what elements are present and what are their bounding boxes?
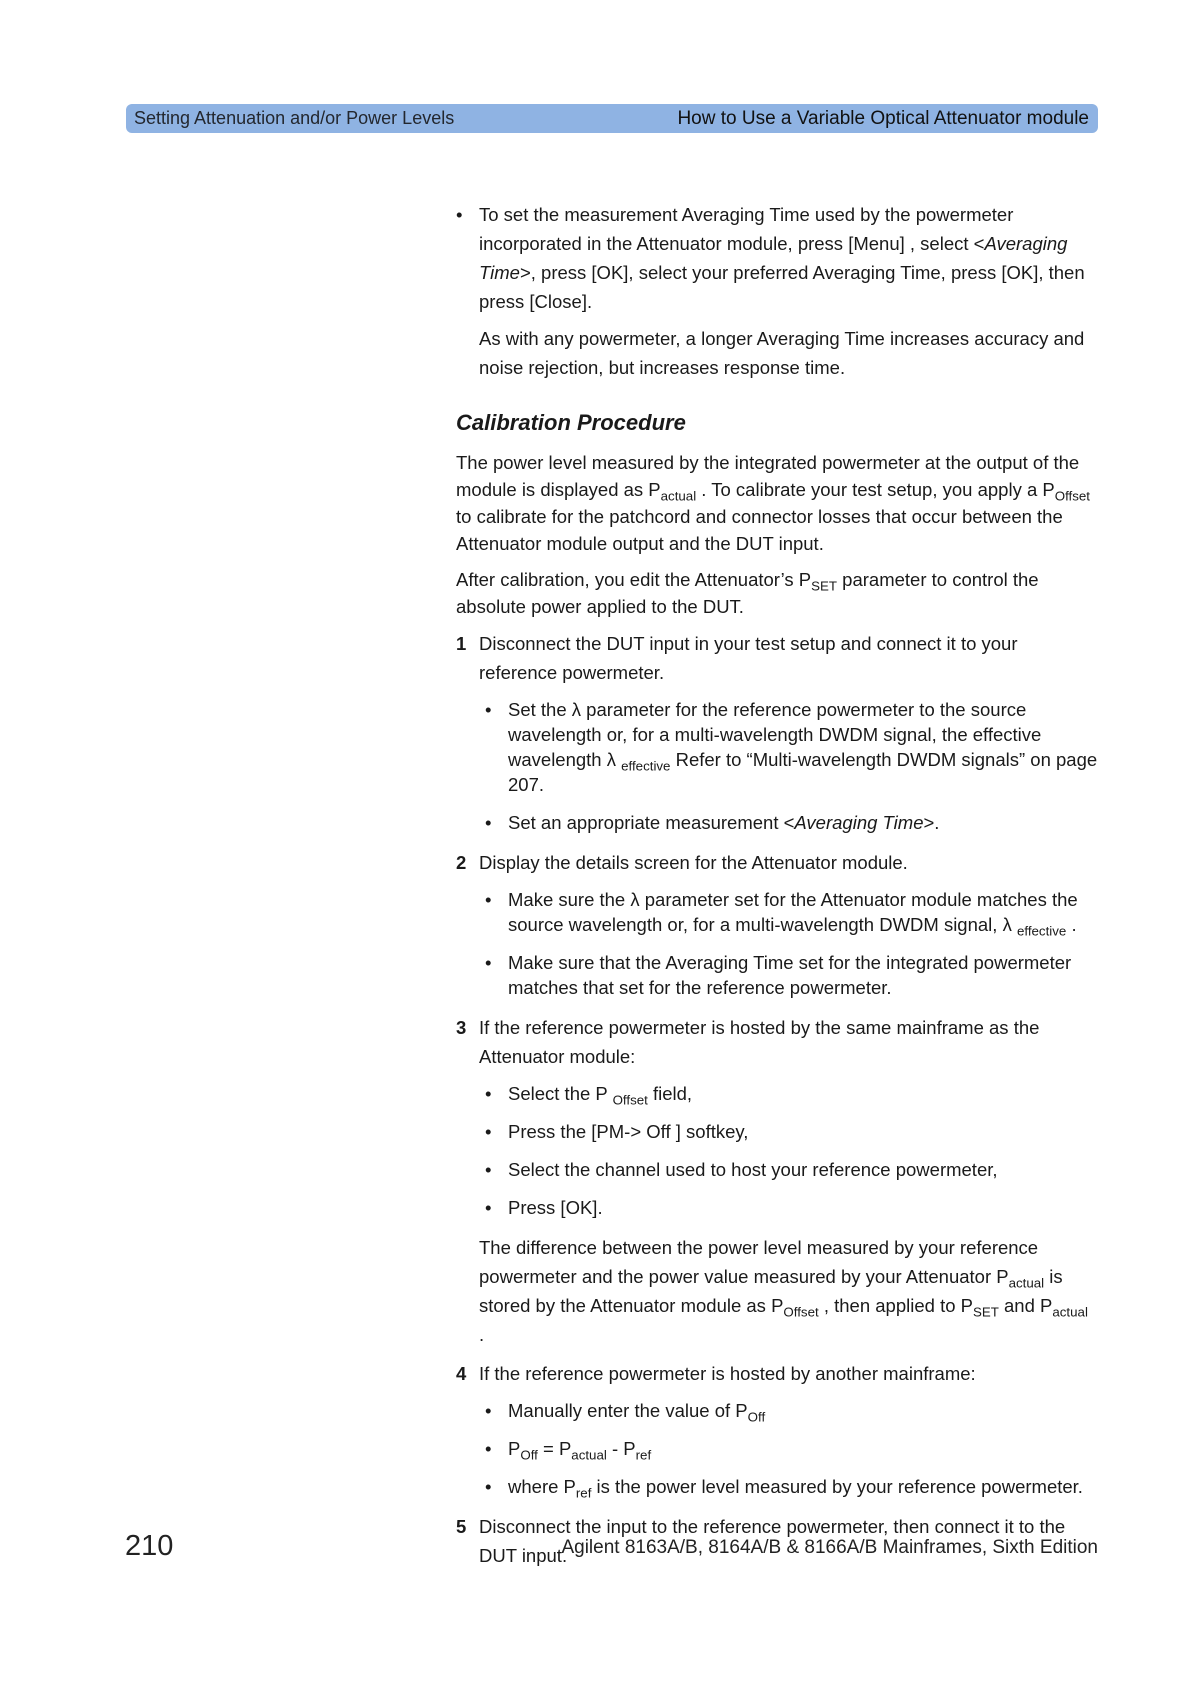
step-number: 1 (456, 633, 467, 654)
step-number: 4 (456, 1363, 467, 1384)
step-number: 3 (456, 1017, 467, 1038)
main-column (456, 200, 1098, 1580)
header-chapter-title: How to Use a Variable Optical Attenuator module (677, 107, 1089, 129)
step-number: 2 (456, 852, 467, 873)
step-1-bullet-1: • Set the λ parameter for the reference powermeter to the source wavelength or, for a multi-wavelength DWDM signal, the effective wavelength λ $_{effective}$ Refer to “Multi-wavelength DWDM signals” on page 207. (485, 699, 1098, 795)
averaging-time-bullet: • To set the measurement Averaging Time used by the powermeter incorporated in the Attenuator module, press [Menu] , select <Averaging Time>, press [OK], select your preferred Averaging Time, press [OK], then press [Close]. (456, 200, 1098, 316)
intro-paragraph: The power level measured by the integrated powermeter at the output of the module is displayed as $P_{actual}$ . To calibrate your test setup, you apply a $P_{Offset}$ to calibrate for the patchcord and connector losses that occur between the Attenuator module output and the DUT input. (456, 452, 1091, 554)
step-3: 3 If the reference powermeter is hosted by the same mainframe as the Attenuator module: (456, 1013, 1098, 1071)
step-1-bullet-2: • Set an appropriate measurement <Averaging Time>. (485, 812, 940, 833)
averaging-time-note: As with any powermeter, a longer Averaging Time increases accuracy and noise rejection, but increases response time. (479, 328, 1085, 378)
step-3-bullet-1: • Select the P $_{Offset}$ field, (485, 1083, 693, 1108)
step-2: 2 Display the details screen for the Attenuator module. (456, 848, 1098, 877)
step-4: 4 If the reference powermeter is hosted by another mainframe: (456, 1359, 1098, 1388)
bullet-marker: • (456, 204, 463, 225)
step-3-bullet-4: • Press [OK]. (485, 1197, 603, 1218)
header-section-title: Setting Attenuation and/or Power Levels (134, 108, 455, 128)
step-3-bullet-2: • Press the [PM-> Off ] softkey, (485, 1121, 749, 1142)
footer-title: Agilent 8163A/B, 8164A/B & 8166A/B Mainframes, Sixth Edition (561, 1537, 1098, 1558)
step-4-bullet-2: • $P_{Off} = P_{actual} - P_{ref}$ (485, 1438, 652, 1463)
section-heading: Calibration Procedure (456, 410, 686, 435)
step-3-result: The difference between the power level measured by your reference powermeter and the power value measured by your Attenuator $P_{actual}$ is stored by the Attenuator module as $P_{Offset}$ , then applied to $P_{SET}$ and $P_{actual}$ . (479, 1237, 1088, 1345)
step-3-bullet-3: • Select the channel used to host your reference powermeter, (485, 1159, 998, 1180)
step-number: 5 (456, 1516, 467, 1537)
step-2-bullet-1: • Make sure the λ parameter set for the Attenuator module matches the source wavelength or, for a multi-wavelength DWDM signal, λ $_{effective}$ . (485, 889, 1078, 939)
step-4-bullet-3: • where $P_{ref}$ is the power level measured by your reference powermeter. (485, 1476, 1083, 1501)
step-1: 1 Disconnect the DUT input in your test setup and connect it to your reference powermeter. (456, 629, 1098, 687)
after-calibration-paragraph: After calibration, you edit the Attenuator’s $P_{SET}$ parameter to control the absolute power applied to the DUT. (456, 569, 1039, 617)
step-5: 5 Disconnect the input to the reference powermeter, then connect it to the DUT input. (456, 1512, 1098, 1570)
running-header (126, 104, 1098, 133)
page-number: 210 (125, 1530, 174, 1562)
step-2-bullet-2: • Make sure that the Averaging Time set for the integrated powermeter matches that set for the reference powermeter. (485, 952, 1072, 998)
step-4-bullet-1: • Manually enter the value of $P_{Off}$ (485, 1400, 766, 1425)
